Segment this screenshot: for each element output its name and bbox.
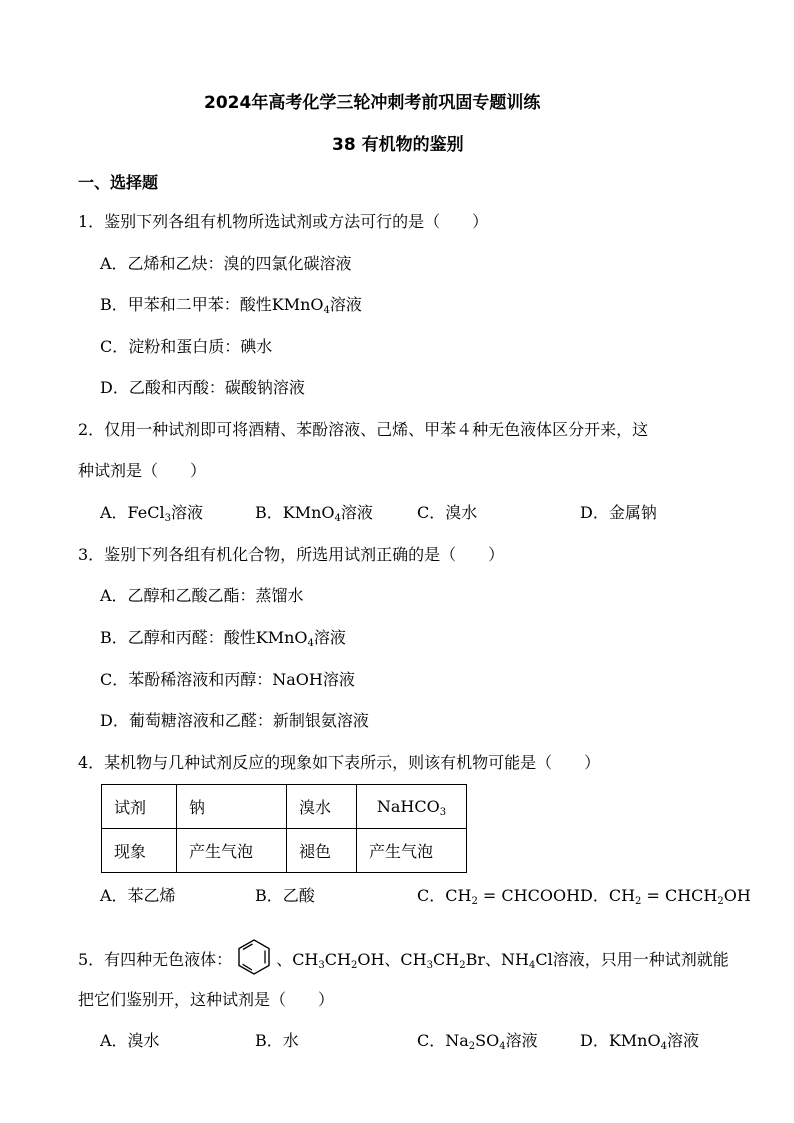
q4-option-c: C．$CH_2$ = CHCOOH <box>417 886 581 907</box>
table-cell: 现象 <box>102 829 177 873</box>
q2-option-b: B．KMnO$_4$溶液 <box>255 503 373 524</box>
q1-option-a: A．乙烯和乙炔：溴的四氯化碳溶液 <box>100 254 352 273</box>
table-cell: 产生气泡 <box>177 829 287 873</box>
q2-option-d: D．金属钠 <box>580 503 657 522</box>
table-row <box>102 785 467 829</box>
section-heading: 一、选择题 <box>78 173 159 192</box>
q1-option-d: D．乙酸和丙酸：碳酸钠溶液 <box>100 378 305 397</box>
table-row <box>102 829 467 873</box>
q2-option-a: A．FeCl$_3$溶液 <box>100 503 204 524</box>
q4-option-b: B．乙酸 <box>255 886 315 905</box>
q5-option-c: C．$Na_2SO_4$溶液 <box>417 1031 538 1052</box>
table-cell: 溴水 <box>287 785 357 829</box>
q3-option-c: C．苯酚稀溶液和丙醇：NaOH溶液 <box>100 670 355 689</box>
question-3-stem: 3．鉴别下列各组有机化合物，所选用试剂正确的是（ ） <box>78 545 505 564</box>
question-5-stem-line2: 把它们鉴别开，这种试剂是（ ） <box>78 990 335 1009</box>
q3-option-a: A．乙醇和乙酸乙酯：蒸馏水 <box>100 586 304 605</box>
question-5-stem-line1: 5．有四种无色液体： 、$CH_3CH_2OH$、$CH_3CH_2Br$、$NH_4Cl$溶液，只用一种试剂就能 <box>78 937 729 977</box>
q5-option-b: B．水 <box>255 1031 299 1050</box>
question-2-stem-line2: 种试剂是（ ） <box>78 461 207 480</box>
question-4-stem: 4．某机物与几种试剂反应的现象如下表所示，则该有机物可能是（ ） <box>78 753 601 772</box>
q3-option-b: B．乙醇和丙醛：酸性KMnO$_4$溶液 <box>100 628 346 649</box>
question-2-stem-line1: 2．仅用一种试剂即可将酒精、苯酚溶液、己烯、甲苯４种无色液体区分开来，这 <box>78 420 649 439</box>
table-cell: 产生气泡 <box>357 829 467 873</box>
page-title: 2024年高考化学三轮冲刺考前巩固专题训练 <box>204 93 541 113</box>
q1-option-b: B．甲苯和二甲苯：酸性KMnO$_4$溶液 <box>100 295 362 316</box>
question-1-stem: 1．鉴别下列各组有机物所选试剂或方法可行的是（ ） <box>78 212 489 231</box>
q4-option-a: A．苯乙烯 <box>100 886 176 905</box>
q2-option-c: C．溴水 <box>417 503 478 522</box>
table-cell: NaHCO$_3$ <box>357 785 467 829</box>
q5-option-d: D．KMnO$_4$溶液 <box>580 1031 699 1052</box>
q5-option-a: A．溴水 <box>100 1031 160 1050</box>
q3-option-d: D．葡萄糖溶液和乙醛：新制银氨溶液 <box>100 711 369 730</box>
table-cell: 试剂 <box>102 785 177 829</box>
reaction-table <box>101 784 467 873</box>
benzene-ring-icon <box>234 937 274 977</box>
table-cell: 钠 <box>177 785 287 829</box>
table-cell: 褪色 <box>287 829 357 873</box>
q4-option-d: D．$CH_2$ = $CHCH_2OH$ <box>580 886 751 907</box>
q1-option-c: C．淀粉和蛋白质：碘水 <box>100 337 273 356</box>
page-subtitle: 38 有机物的鉴别 <box>332 135 464 155</box>
